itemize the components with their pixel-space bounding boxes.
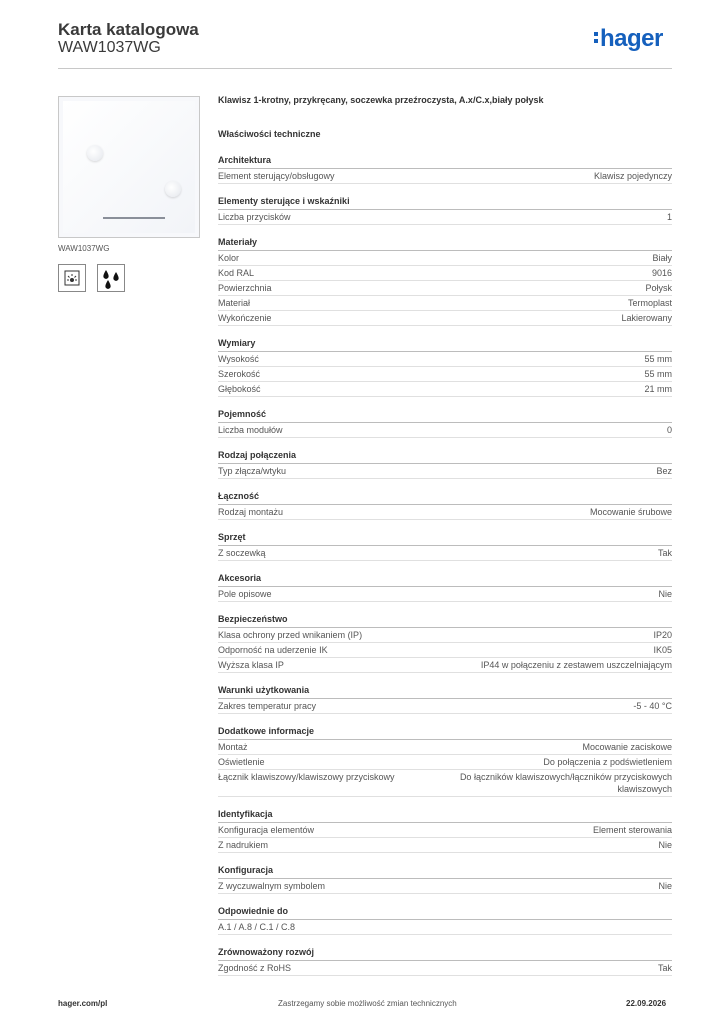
spec-label: Oświetlenie (218, 757, 265, 767)
spec-section-title: Elementy sterujące i wskaźniki (218, 195, 672, 210)
spec-label: Materiał (218, 298, 251, 308)
spec-label: Kolor (218, 253, 240, 263)
spec-label: Z nadrukiem (218, 840, 269, 850)
spec-label: Montaż (218, 742, 248, 752)
lens-right (165, 181, 181, 197)
spec-row (218, 382, 672, 397)
spec-label: Z soczewką (218, 548, 266, 558)
spec-row (218, 266, 672, 281)
spec-section-title: Sprzęt (218, 531, 672, 546)
spec-label: Liczba przycisków (218, 212, 291, 222)
spec-row (218, 699, 672, 714)
spec-value: IP44 w połączeniu z zestawem uszczelniającym (480, 660, 672, 670)
spec-section-title: Materiały (218, 236, 672, 251)
spec-label: Zgodność z RoHS (218, 963, 292, 973)
spec-row (218, 367, 672, 382)
spec-section (218, 613, 672, 673)
spec-value: 0 (666, 425, 672, 435)
spec-section-title: Bezpieczeństwo (218, 613, 672, 628)
spec-label: Łącznik klawiszowy/klawiszowy przyciskowy (218, 772, 395, 782)
spec-value: Termoplast (627, 298, 672, 308)
spec-row (218, 643, 672, 658)
logo-dots-icon (594, 32, 598, 46)
spec-section-title: Zrównoważony rozwój (218, 946, 672, 961)
spec-value: 55 mm (644, 354, 672, 364)
spec-row (218, 423, 672, 438)
spec-label: Odporność na uderzenie IK (218, 645, 328, 655)
technical-properties-heading: Właściwości techniczne (218, 129, 321, 139)
spec-section-title: Rodzaj połączenia (218, 449, 672, 464)
spec-section (218, 195, 672, 225)
spec-section-title: Warunki użytkowania (218, 684, 672, 699)
spec-value: IP20 (653, 630, 672, 640)
spec-section (218, 449, 672, 479)
spec-value: Element sterowania (592, 825, 672, 835)
spec-row (218, 879, 672, 894)
spec-value: Nie (658, 840, 672, 850)
spec-value: Lakierowany (621, 313, 672, 323)
spec-section (218, 154, 672, 184)
spec-row (218, 546, 672, 561)
spec-row (218, 740, 672, 755)
spec-label: Kod RAL (218, 268, 255, 278)
footer-website[interactable]: hager.com/pl (58, 999, 108, 1008)
spec-row (218, 823, 672, 838)
spec-label: Głębokość (218, 384, 261, 394)
footer-date: 22.09.2026 (626, 999, 667, 1008)
spec-section (218, 531, 672, 561)
spec-section (218, 236, 672, 326)
spec-row (218, 628, 672, 643)
spec-row (218, 296, 672, 311)
spec-label: Klasa ochrony przed wnikaniem (IP) (218, 630, 363, 640)
spec-row (218, 464, 672, 479)
spec-value: Biały (652, 253, 672, 263)
spec-section (218, 408, 672, 438)
spec-label: Wysokość (218, 354, 259, 364)
water-drops-icon (97, 264, 125, 292)
hager-logo[interactable] (594, 27, 663, 51)
spec-section (218, 725, 672, 797)
spec-section (218, 490, 672, 520)
spec-label: Rodzaj montażu (218, 507, 284, 517)
spec-section (218, 337, 672, 397)
spec-value: Nie (658, 589, 672, 599)
spec-row (218, 251, 672, 266)
spec-value: 1 (666, 212, 672, 222)
spec-row (218, 838, 672, 853)
spec-value: -5 - 40 °C (633, 701, 672, 711)
product-code: WAW1037WG (58, 39, 161, 56)
brand-name: hager (600, 25, 663, 52)
spec-label: Z wyczuwalnym symbolem (218, 881, 326, 891)
spec-value: Tak (657, 548, 672, 558)
spec-label: A.1 / A.8 / C.1 / C.8 (218, 922, 296, 932)
product-title: Klawisz 1-krotny, przykręcany, soczewka przeźroczysta, A.x/C.x,biały połysk (218, 95, 544, 105)
spec-row (218, 311, 672, 326)
spec-value: Mocowanie zaciskowe (582, 742, 672, 752)
spec-row (218, 505, 672, 520)
spec-value: Połysk (645, 283, 672, 293)
spec-section-title: Identyfikacja (218, 808, 672, 823)
switch-face (63, 101, 195, 233)
spec-sections (218, 154, 672, 976)
spec-section (218, 864, 672, 894)
spec-section-title: Akcesoria (218, 572, 672, 587)
footer-disclaimer: Zastrzegamy sobie możliwość zmian technicznych (278, 999, 457, 1008)
spec-value: 55 mm (644, 369, 672, 379)
spec-label: Typ złącza/wtyku (218, 466, 287, 476)
spec-section (218, 684, 672, 714)
spec-row (218, 961, 672, 976)
spec-label: Wyższa klasa IP (218, 660, 284, 670)
lens-symbol-icon (58, 264, 86, 292)
spec-value: Nie (658, 881, 672, 891)
spec-value: IK05 (653, 645, 672, 655)
spec-section-title: Łączność (218, 490, 672, 505)
spec-section (218, 905, 672, 935)
spec-row (218, 210, 672, 225)
spec-section (218, 808, 672, 853)
spec-label: Konfiguracja elementów (218, 825, 315, 835)
spec-value: Do połączenia z podświetleniem (543, 757, 672, 767)
page-header-title: Karta katalogowa (58, 20, 199, 39)
spec-label: Pole opisowe (218, 589, 272, 599)
spec-label: Powierzchnia (218, 283, 272, 293)
lens-left (87, 145, 103, 161)
spec-row (218, 920, 672, 935)
spec-label: Element sterujący/obsługowy (218, 171, 335, 181)
spec-label: Szerokość (218, 369, 261, 379)
spec-section-title: Odpowiednie do (218, 905, 672, 920)
spec-section-title: Pojemność (218, 408, 672, 423)
image-caption: WAW1037WG (58, 244, 110, 253)
spec-value: 9016 (651, 268, 672, 278)
spec-row (218, 658, 672, 673)
spec-row (218, 352, 672, 367)
switch-indicator-bar (103, 217, 165, 219)
spec-value: Do łączników klawiszowych/łączników przyciskowych klawiszowych (459, 772, 672, 794)
spec-section (218, 946, 672, 976)
spec-value: Mocowanie śrubowe (589, 507, 672, 517)
spec-section-title: Architektura (218, 154, 672, 169)
spec-row (218, 587, 672, 602)
spec-label: Wykończenie (218, 313, 272, 323)
spec-section (218, 572, 672, 602)
spec-section-title: Wymiary (218, 337, 672, 352)
header-divider (58, 68, 672, 69)
product-image (58, 96, 200, 238)
spec-value: Tak (657, 963, 672, 973)
spec-row (218, 755, 672, 770)
spec-label: Zakres temperatur pracy (218, 701, 317, 711)
spec-section-title: Konfiguracja (218, 864, 672, 879)
spec-row (218, 281, 672, 296)
product-details (218, 95, 672, 976)
spec-row (218, 770, 672, 797)
spec-value: Bez (656, 466, 672, 476)
spec-value: 21 mm (644, 384, 672, 394)
spec-section-title: Dodatkowe informacje (218, 725, 672, 740)
spec-value: Klawisz pojedynczy (593, 171, 672, 181)
spec-row (218, 169, 672, 184)
spec-label: Liczba modułów (218, 425, 283, 435)
